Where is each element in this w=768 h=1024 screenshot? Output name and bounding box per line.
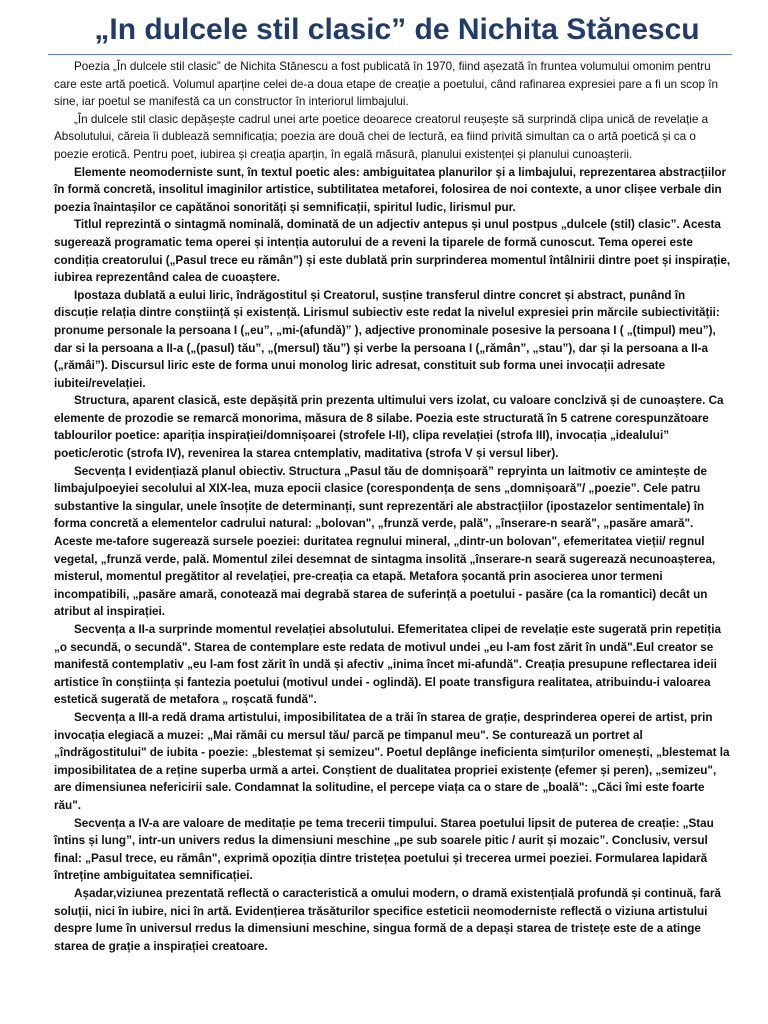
paragraph-4: Titlul reprezintă o sintagmă nominală, dominată de un adjectiv antepus și unul postpus „dulcele (stil) clasic”. Acesta sugerează programatic tema operei și intenția autorului de a reveni la tiparele de formă cunoscut. Tema operei este condiția creatorului („Pasul trece eu rămân”) și este dublată prin surprinderea momentul întâlnirii dintre poet și inspirație, iubirea reprezentând calea de cuoaștere.	[54, 218, 731, 285]
paragraph-1: Poezia „În dulcele stil clasic” de Nichita Stănescu a fost publicată în 1970, fiind așezată în fruntea volumului omonim pentru care este artă poetică. Volumul aparține celei de-a doua etape de creație a poetului, când rafinarea expresiei pare a fi un scop în sine, iar poetul se manifestă ca un constructor în interiorul limbajului.	[54, 60, 719, 109]
paragraph-5: Ipostaza dublată a eului liric, îndrăgostitul și Creatorul, susține transferul dintre concret și abstract, punând în discuție relația dintre conștiință și existență. Lirismul subiectiv este redat la nivelul expresiei prin mărcile subiectivității: pronume personale la persoana I („eu”, „mi-(afundă)” ), adjective pronominale posesive la persoana I ( „(timpul) meu”), dar si la persoana a II-a („(pasul) tău”, „(mersul) tău”) și verbe la persoana I („rămân”, „stau”), dar și la persoana a II-a („rămâi”). Discursul liric este de forma unui monolog liric adresat, constituit sub forma unei invocații adresate iubitei/revelației.	[54, 288, 720, 390]
paragraph-3: Elemente neomoderniste sunt, în textul poetic ales: ambiguitatea planurilor și a limbajului, reprezentarea abstracțiilor în formă concretă, insolitul imaginilor artistice, subtilitatea metaforei, folosirea de noi contexte, a unor clișee verbale din poezia înaintașilor ce capătănoi sonorități și semnificații, spiritul ludic, lirismul pur.	[54, 165, 727, 214]
title-divider	[48, 54, 732, 55]
paragraph-2: „În dulcele stil clasic depășește cadrul unei arte poetice deoarece creatorul reușește să surprindă clipa unică de revelație a Absolutului, căreia îi dublează semnificația; poezia are două chei de lectură, ea fiind privită simultan ca o artă poetică și ca o poezie erotică. Pentru poet, iubirea și creația aparțin, în egală măsură, planului existenței și planului cunoașterii.	[54, 112, 709, 161]
paragraph-9: Secvența a III-a redă drama artistului, imposibilitatea de a trăi în starea de grație, desprinderea operei de artist, prin invocația elegiacă a muzei: „Mai rămâi cu mersul tău/ parcă pe timpanul meu". Se conturează un portret al „îndrăgostitului" de iubita - poezie: „blestemat și semizeu". Poetul deplânge ineficienta simțurilor omenești, „blestemat la imposibilitatea de a reține superba urmă a artei. Conștient de dualitatea propriei existențe (efemer și peren), „semizeu", are dimensiunea nefericirii sale. Condamnat la solitudine, el percepe viața ca o stare de „boală": „Căci îmi este foarte rău".	[54, 710, 730, 812]
paragraph-8: Secvența a II-a surprinde momentul revelației absolutului. Efemeritatea clipei de revelație este sugerată prin repetiția „o secundă, o secundă". Starea de contemplare este redata de motivul undei „eu l-am fost zărit în undă".Eul creator se manifestă contemplativ „eu l-am fost zărit în undă și afectiv „inima încet mi-afundă". Creația presupune reflectarea ideii artistice în conștiința și fantezia poetului (motivul undei - oglindă). El poate transfigura realitatea, atribuindu-i valoarea estetică sugerată de metafora „ roșcată fundă".	[54, 623, 721, 707]
paragraph-7: Secvența I evidențiază planul obiectiv. Structura „Pasul tău de domnișoară” repryinta un laitmotiv ce amintește de limbajulpoeyiei secolului al XIX-lea, muza epocii clasice (corespondența de sens „domnișoară”/ „poezie”. Cele patru substantive la singular, unele însoțite de determinanți, sunt reprezentări ale abstracțiilor (ipostazelor sentimentale) în forma concretă a elementelor cadrului natural: „bolovan", „frunză verde, pală", „înserare-n seară", „pasăre amară". Aceste me-tafore sugerează sursele poeziei: duritatea regnului mineral, „dintr-un bolovan", efemeritatea vieții/ regnul vegetal, „frunză verde, pală. Momentul zilei desemnat de sintagma insolită „înserare-n seară sugerează necunoașterea, misterul, momentul pregătitor al revelației, pre-creația ca etapă. Metafora șocantă prin asocierea unor termeni incompatibili, „pasăre amară, conotează mai degrabă starea de suferință a poetului - pasăre (ca la romantici) decât un atribut al inspirației.	[54, 464, 716, 619]
paragraph-6: Structura, aparent clasică, este depășită prin prezenta ultimului vers izolat, cu valoare conclzivă și de cunoaștere. Ca elemente de prozodie se remarcă monorima, măsura de 8 silabe. Poezia este structurată în 5 catrene corespunzătoare tablourilor poetice: apariția inspirației/domnișoarei (strofele I-II), clipa revelației (strofa III), invocația „idealului” poetic/erotic (strofa IV), revenirea la starea cntemplativ, maditativa (strofa V și versul liber).	[54, 394, 724, 461]
document-title: „In dulcele stil clasic” de Nichita Stănescu	[94, 13, 700, 46]
paragraph-10: Secvența a IV-a are valoare de meditație pe tema trecerii timpului. Starea poetului lipsit de puterea de creație: „Stau întins și lung”, intr-un univers redus la dimensiuni meschine „pe sub soarele pitic / aurit și mozaic”. Conclusiv, versul final: „Pasul trece, eu rămân", exprimă opoziția dintre tristețea poetului și trecerea urmei poeziei. Formularea lapidară întreține ambiguitatea semnificației.	[54, 816, 714, 883]
paragraph-11: Așadar,viziunea prezentată reflectă o caracteristică a omului modern, o dramă existențială profundă și continuă, fară soluții, nici în iubire, nici în artă. Evidențierea trăsăturilor specifice esteticii neomoderniste reflectă o viziuna artistului despre lume în universul rredus la dimensiuni meschine, singua formă de a depași starea de tristețe este de a atinge starea de grație a inspirației creatoare.	[54, 886, 721, 953]
